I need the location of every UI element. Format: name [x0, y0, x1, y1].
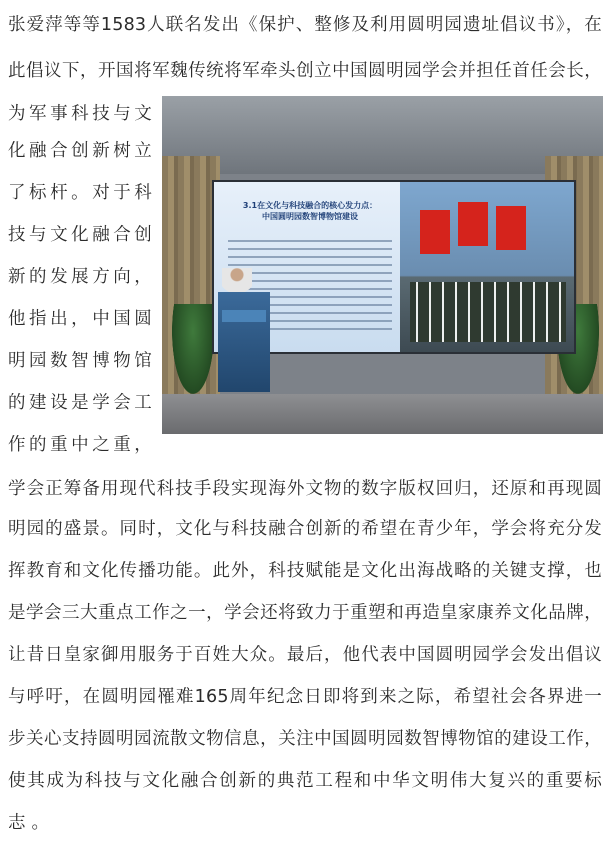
paragraph-line: 与呼吁，在圆明园罹难165周年纪念日即将到来之际，希望社会各界进一 [8, 687, 602, 707]
paragraph-line: 为军事科技与文 [8, 104, 152, 124]
plant-left [172, 304, 214, 394]
paragraph-line: 了标杆。对于科 [8, 183, 152, 203]
paragraph-line: 使其成为科技与文化融合创新的典范工程和中华文明伟大复兴的重要标 [8, 771, 602, 791]
paragraph-line: 是学会三大重点工作之一，学会还将致力于重塑和再造皇家康养文化品牌， [8, 603, 602, 623]
paragraph-line: 他指出，中国圆 [8, 309, 152, 329]
paragraph-line: 志 。 [8, 813, 50, 833]
paragraph-line: 让昔日皇家御用服务于百姓大众。最后，他代表中国圆明园学会发出倡议 [8, 645, 602, 665]
paragraph-line: 此倡议下，开国将军魏传统将军牵头创立中国圆明园学会并担任首任会长， [8, 61, 602, 81]
paragraph-line: 技与文化融合创 [8, 225, 152, 245]
paragraph-line: 学会正筹备用现代科技手段实现海外文物的数字版权回归，还原和再现圆 [8, 479, 602, 499]
paragraph-line: 明园的盛景。同时，文化与科技融合创新的希望在青少年，学会将充分发 [8, 519, 602, 539]
paragraph-line: 张爱萍等等1583人联名发出《保护、整修及利用圆明园遗址倡议书》，在 [8, 15, 602, 35]
paragraph-line: 明园数智博物馆 [8, 351, 152, 371]
paragraph-line: 作的重中之重， [8, 435, 152, 455]
paragraph-line: 的建设是学会工 [8, 393, 152, 413]
paragraph-line: 挥教育和文化传播功能。此外，科技赋能是文化出海战略的关键支撑，也 [8, 561, 602, 581]
conference-photo [162, 96, 603, 434]
paragraph-line: 步关心支持圆明园流散文物信息，关注中国圆明园数智博物馆的建设工作， [8, 729, 602, 749]
photo-ceiling [162, 96, 603, 174]
podium [218, 292, 270, 392]
honor-guard [410, 282, 566, 342]
slide-title-line-1: 3.1在文化与科技融合的核心发力点： [242, 201, 378, 210]
photo-floor [162, 394, 603, 434]
podium-plate [222, 310, 266, 322]
paragraph-line: 化融合创新树立 [8, 141, 152, 161]
red-flag [420, 210, 450, 254]
slide-title [222, 200, 398, 222]
paragraph-line: 新的发展方向， [8, 267, 152, 287]
slide-title-line-2: 中国圆明园数智博物馆建设 [262, 212, 358, 221]
red-flag [458, 202, 488, 246]
slide-parade-image [400, 182, 574, 352]
red-flag [496, 206, 526, 250]
